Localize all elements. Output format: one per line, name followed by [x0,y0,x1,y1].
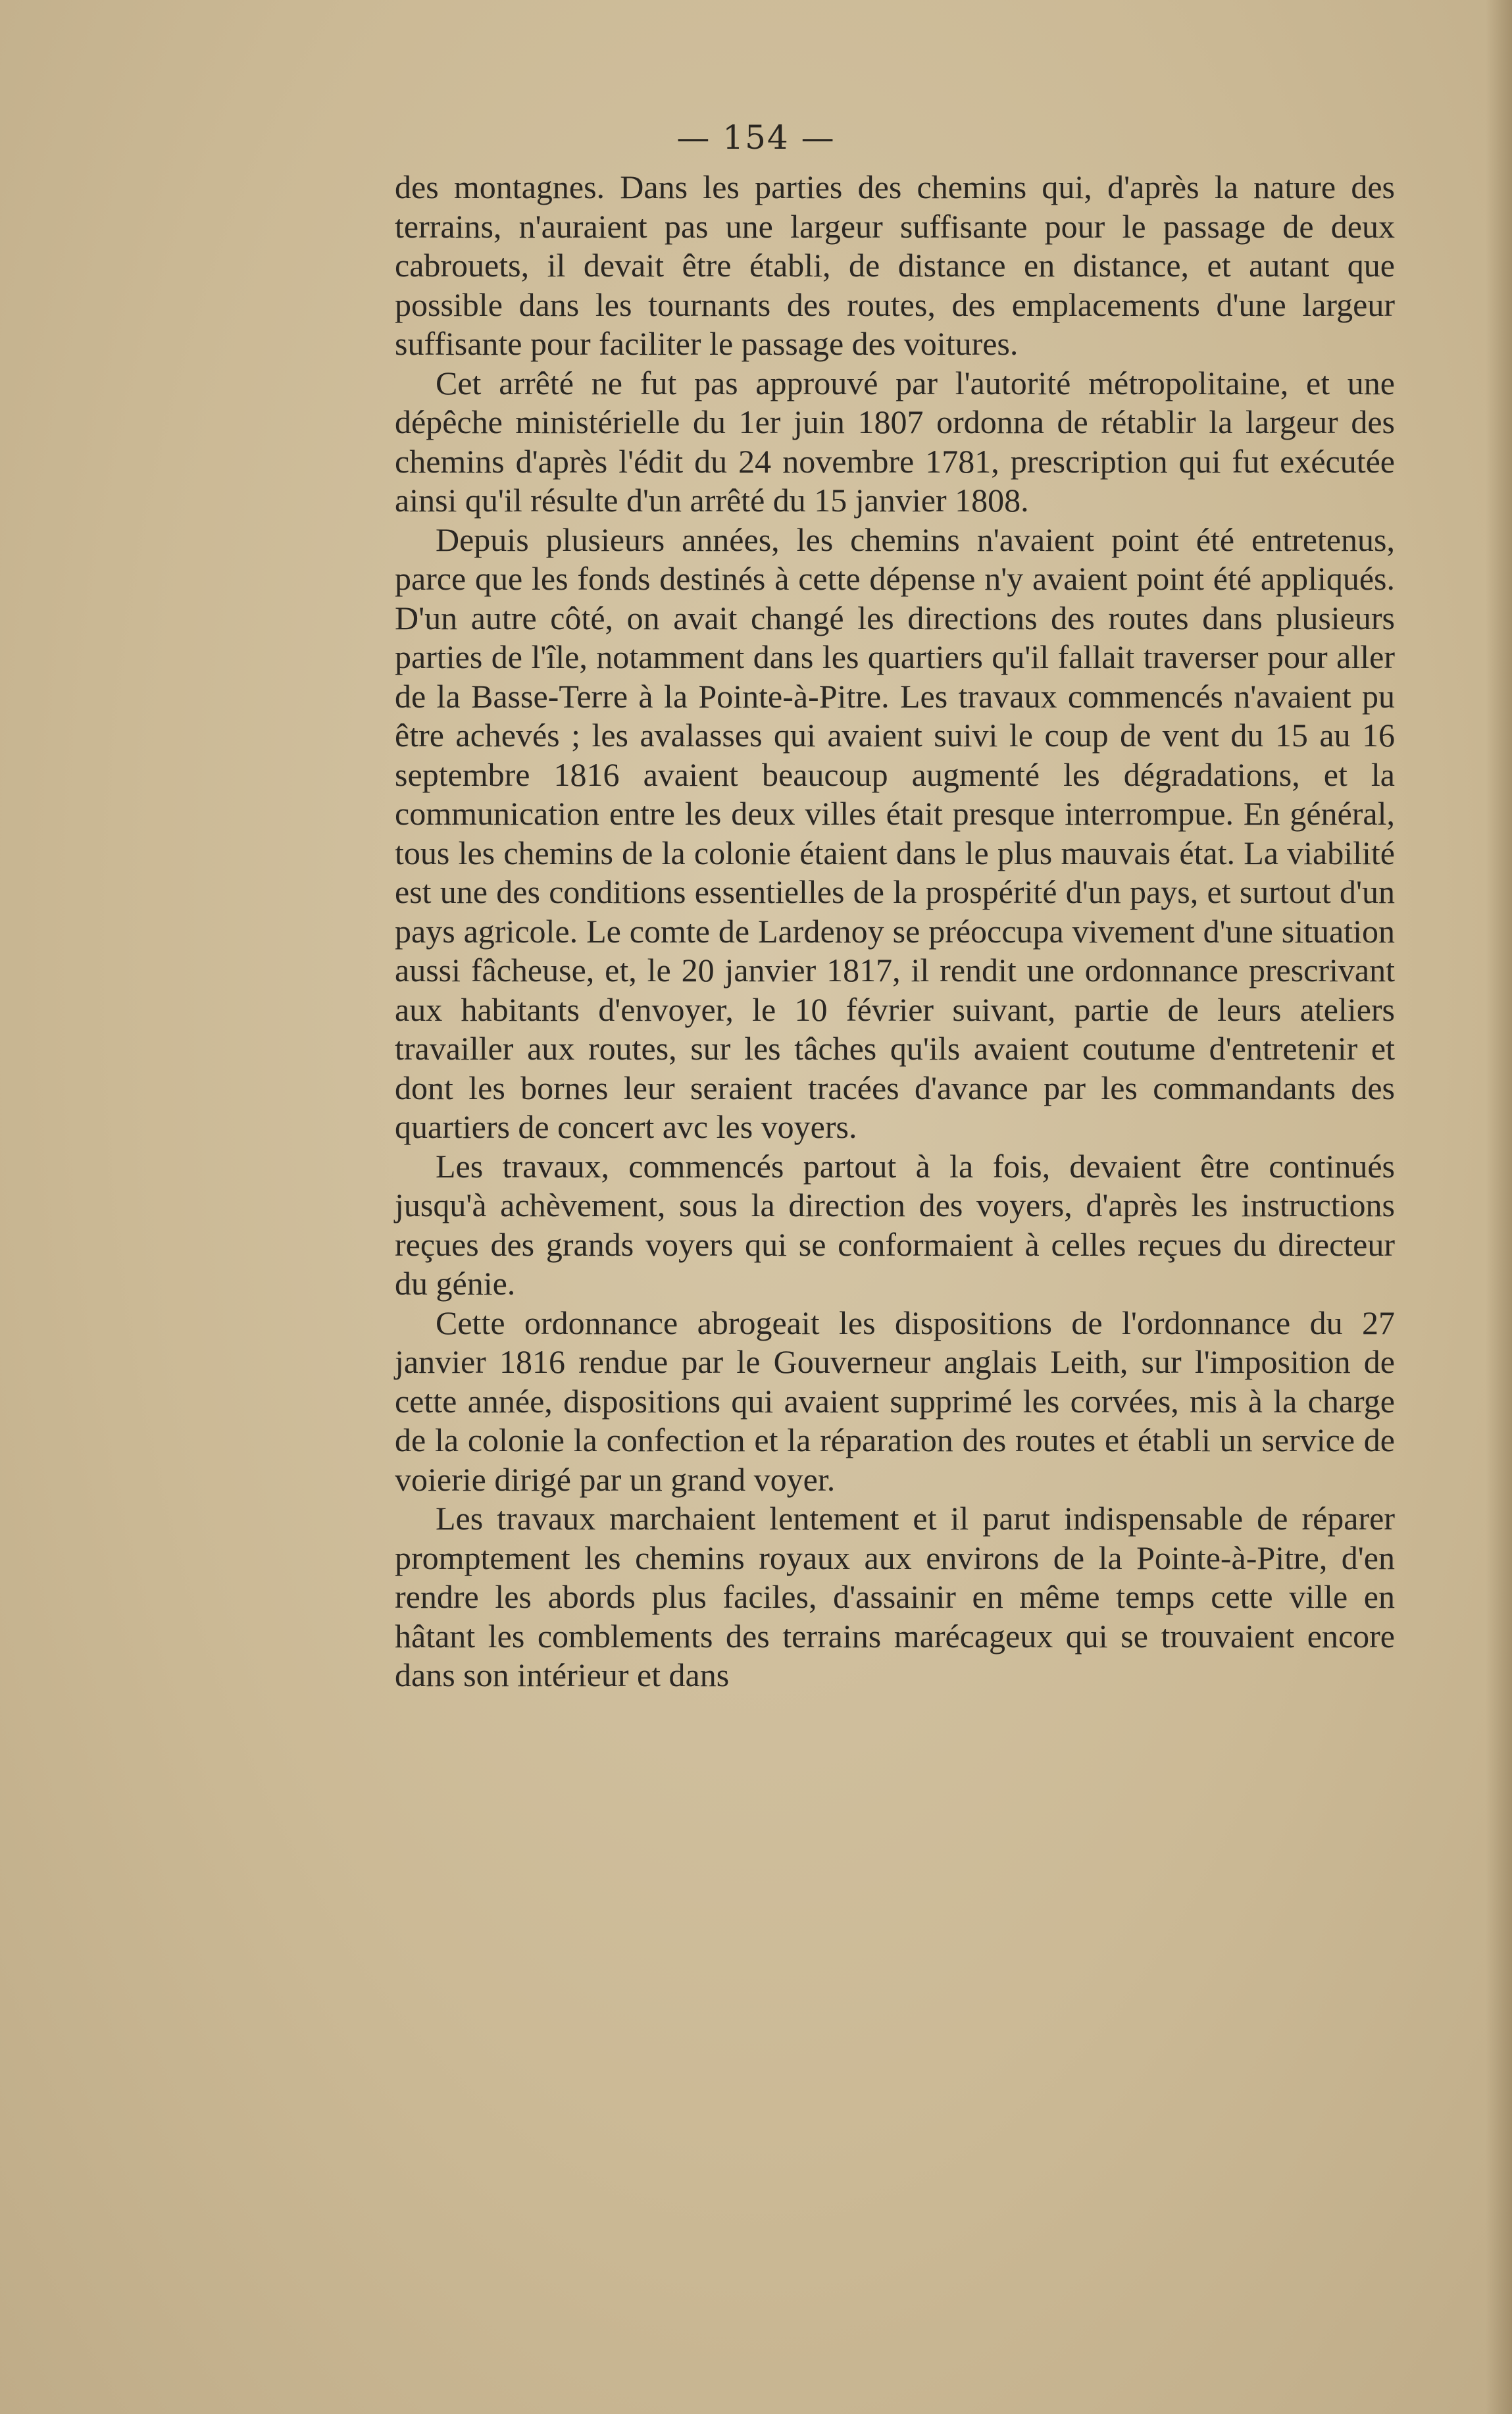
paragraph-4: Les travaux, commencés partout à la fois, devaient être continués jusqu'à achèvement, sous la direction des voyers, d'après les instructions reçues des grands voyers qui se conformaient à celles reçues du directeur du génie. [395,1147,1395,1302]
paragraph-3: Depuis plusieurs années, les chemins n'avaient point été entretenus, parce que les fonds destinés à cette dépense n'y avaient point été appliqués. D'un autre côté, on avait changé les directions des routes dans plusieurs parties de l'île, notamment dans les quartiers qu'il fallait traverser pour aller de la Basse-Terre à la Pointe-à-Pitre. Les travaux commencés n'avaient pu être achevés ; les avalasses qui avaient suivi le coup de vent du 15 au 16 septembre 1816 avaient beaucoup augmenté les dégradations, et la communication entre les deux villes était presque interrompue. En général, tous les chemins de la colonie étaient dans le plus mauvais état. La viabilité est une des conditions essentielles de la prospérité d'un pays, et surtout d'un pays agricole. Le comte de Lardenoy se préoccupa vivement d'une situation aussi fâcheuse, et, le 20 janvier 1817, il rendit une ordonnance prescrivant aux habitants d'envoyer, le 10 février suivant, partie de leurs ateliers travailler aux routes, sur les tâches qu'ils avaient coutume d'entretenir et dont les bornes leur seraient tracées d'avance par les commandants des quartiers de concert avc les voyers. [395,521,1395,1145]
paragraph-1: des montagnes. Dans les parties des chemins qui, d'après la nature des terrains, n'auraient pas une largeur suffisante pour le passage de deux cabrouets, il devait être établi, de distance en distance, et autant que possible dans les tournants des routes, des emplacements d'une largeur suffisante pour faciliter le passage des voitures. [395,168,1395,362]
paragraph-5: Cette ordonnance abrogeait les dispositions de l'ordonnance du 27 janvier 1816 rendue par le Gouverneur anglais Leith, sur l'imposition de cette année, dispositions qui avaient supprimé les corvées, mis à la charge de la colonie la confection et la réparation des routes et établi un service de voierie dirigé par un grand voyer. [395,1304,1395,1498]
page-edge-shadow [1486,0,1512,2414]
body-text [395,168,1395,1695]
paragraph-6: Les travaux marchaient lentement et il parut indispensable de réparer promptement les chemins royaux aux environs de la Pointe-à-Pitre, d'en rendre les abords plus faciles, d'assainir en même temps cette ville en hâtant les comblements des terrains marécageux qui se trouvaient encore dans son intérieur et dans [395,1500,1395,1693]
paragraph-2: Cet arrêté ne fut pas approuvé par l'autorité métropolitaine, et une dépêche ministérielle du 1er juin 1807 ordonna de rétablir la largeur des chemins d'après l'édit du 24 novembre 1781, prescription qui fut exécutée ainsi qu'il résulte d'un arrêté du 15 janvier 1808. [395,364,1395,519]
page-number: — 154 — [676,118,836,157]
